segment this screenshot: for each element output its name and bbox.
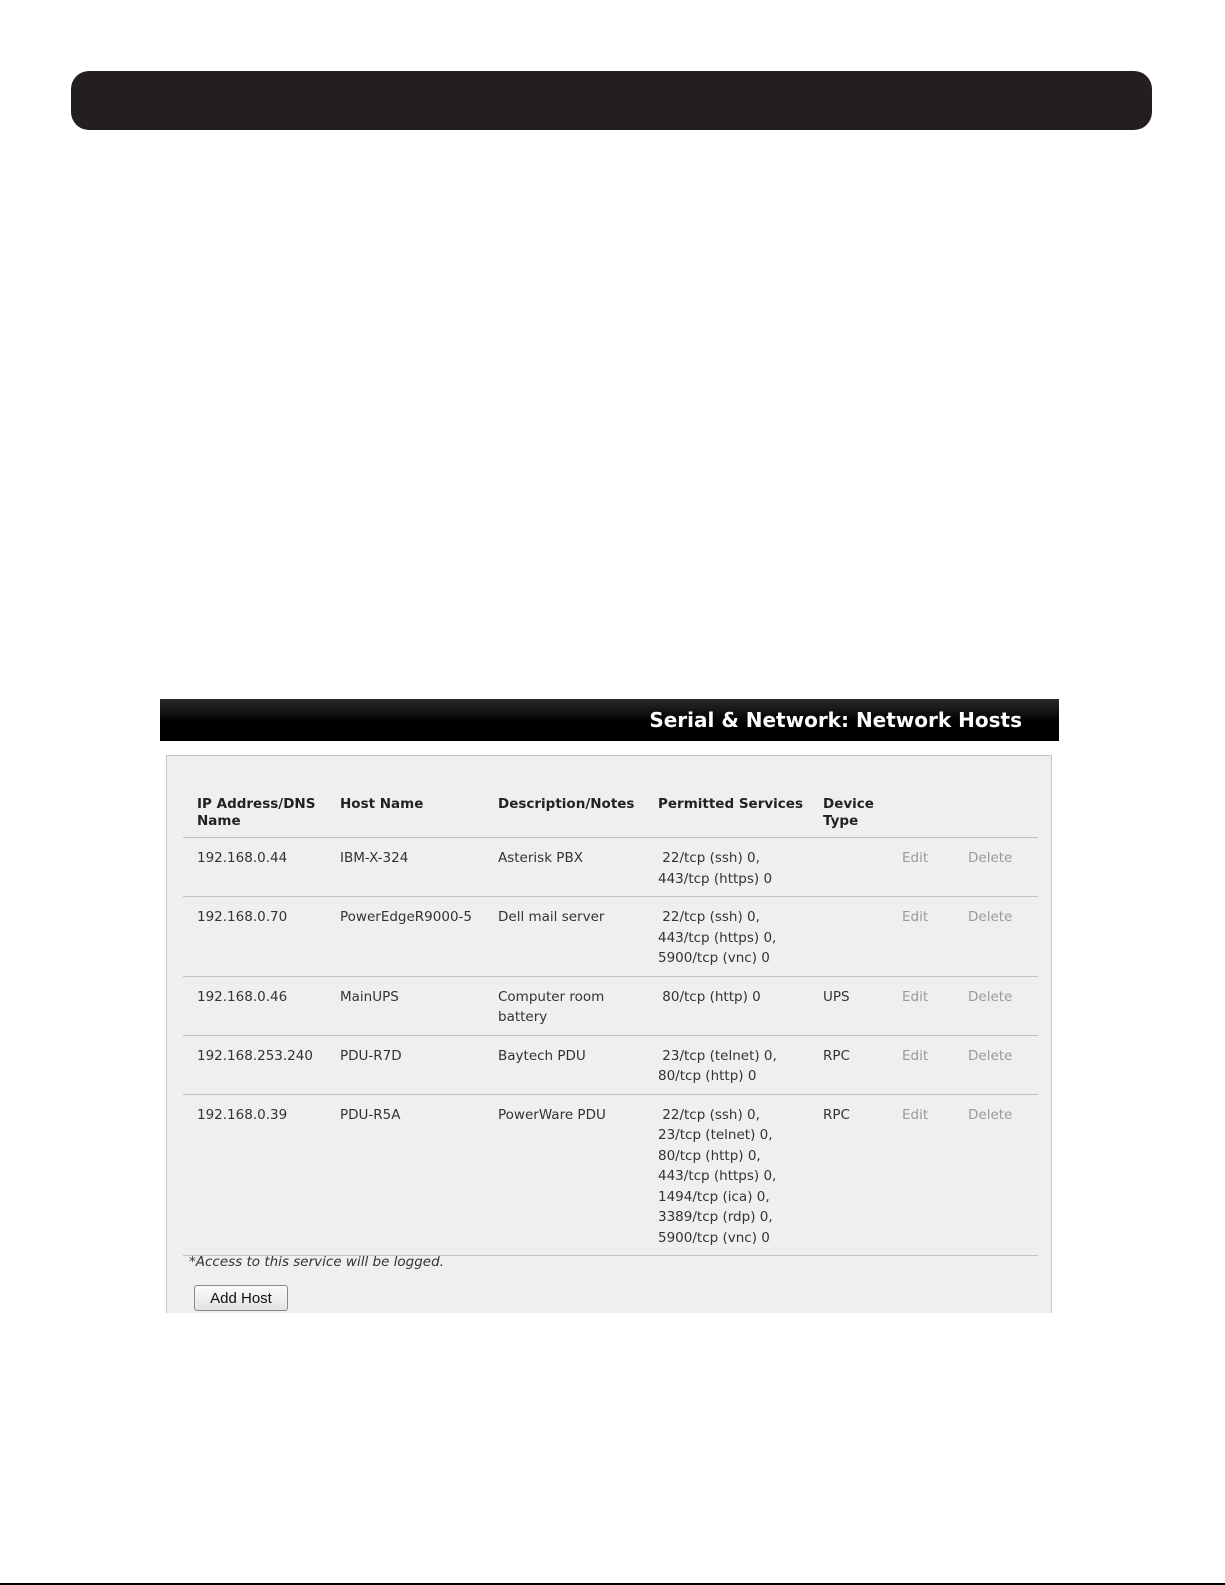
add-host-button[interactable]: Add Host <box>194 1285 288 1311</box>
delete-link[interactable]: Delete <box>954 1035 1038 1094</box>
delete-link[interactable]: Delete <box>954 897 1038 977</box>
cell-ip: 192.168.0.46 <box>183 976 326 1035</box>
cell-host-name: IBM-X-324 <box>326 838 484 897</box>
table-row <box>183 838 1038 897</box>
cell-host-name: PowerEdgeR9000-5 <box>326 897 484 977</box>
column-header-delete <box>954 756 1038 838</box>
column-header-ip: IP Address/DNS Name <box>183 756 326 838</box>
cell-device-type: RPC <box>809 1094 888 1256</box>
table-row <box>183 1094 1038 1256</box>
delete-link[interactable]: Delete <box>954 838 1038 897</box>
cell-ip: 192.168.0.44 <box>183 838 326 897</box>
cell-device-type <box>809 897 888 977</box>
content-panel <box>166 755 1052 1313</box>
cell-ip: 192.168.0.70 <box>183 897 326 977</box>
table-header-row <box>183 756 1038 838</box>
edit-link[interactable]: Edit <box>888 897 954 977</box>
network-hosts-screenshot <box>160 699 1059 1313</box>
column-header-edit <box>888 756 954 838</box>
delete-link[interactable]: Delete <box>954 1094 1038 1256</box>
cell-ip: 192.168.0.39 <box>183 1094 326 1256</box>
cell-host-name: MainUPS <box>326 976 484 1035</box>
top-banner <box>71 71 1152 130</box>
cell-permitted-services: 80/tcp (http) 0 <box>644 976 809 1035</box>
cell-permitted-services: 22/tcp (ssh) 0, 443/tcp (https) 0 <box>644 838 809 897</box>
column-header-host-name: Host Name <box>326 756 484 838</box>
edit-link[interactable]: Edit <box>888 1094 954 1256</box>
delete-link[interactable]: Delete <box>954 976 1038 1035</box>
table-row <box>183 897 1038 977</box>
cell-ip: 192.168.253.240 <box>183 1035 326 1094</box>
cell-host-name: PDU-R7D <box>326 1035 484 1094</box>
page-title: Serial & Network: Network Hosts <box>649 708 1022 732</box>
page-header-bar <box>160 699 1059 741</box>
cell-device-type <box>809 838 888 897</box>
table-row <box>183 1035 1038 1094</box>
edit-link[interactable]: Edit <box>888 976 954 1035</box>
cell-description: Computer room battery <box>484 976 644 1035</box>
table-row <box>183 976 1038 1035</box>
edit-link[interactable]: Edit <box>888 838 954 897</box>
cell-device-type: RPC <box>809 1035 888 1094</box>
cell-permitted-services: 22/tcp (ssh) 0, 23/tcp (telnet) 0, 80/tcp (http) 0, 443/tcp (https) 0, 1494/tcp (ica) 0, 3389/tcp (rdp) 0, 5900/tcp (vnc) 0 <box>644 1094 809 1256</box>
column-header-permitted-services: Permitted Services <box>644 756 809 838</box>
cell-host-name: PDU-R5A <box>326 1094 484 1256</box>
column-header-device-type: Device Type <box>809 756 888 838</box>
cell-permitted-services: 23/tcp (telnet) 0, 80/tcp (http) 0 <box>644 1035 809 1094</box>
footnote-text: *Access to this service will be logged. <box>189 1254 444 1270</box>
edit-link[interactable]: Edit <box>888 1035 954 1094</box>
column-header-description: Description/Notes <box>484 756 644 838</box>
network-hosts-table <box>183 756 1038 1256</box>
cell-device-type: UPS <box>809 976 888 1035</box>
cell-description: Baytech PDU <box>484 1035 644 1094</box>
cell-description: Dell mail server <box>484 897 644 977</box>
cell-permitted-services: 22/tcp (ssh) 0, 443/tcp (https) 0, 5900/tcp (vnc) 0 <box>644 897 809 977</box>
cell-description: Asterisk PBX <box>484 838 644 897</box>
cell-description: PowerWare PDU <box>484 1094 644 1256</box>
